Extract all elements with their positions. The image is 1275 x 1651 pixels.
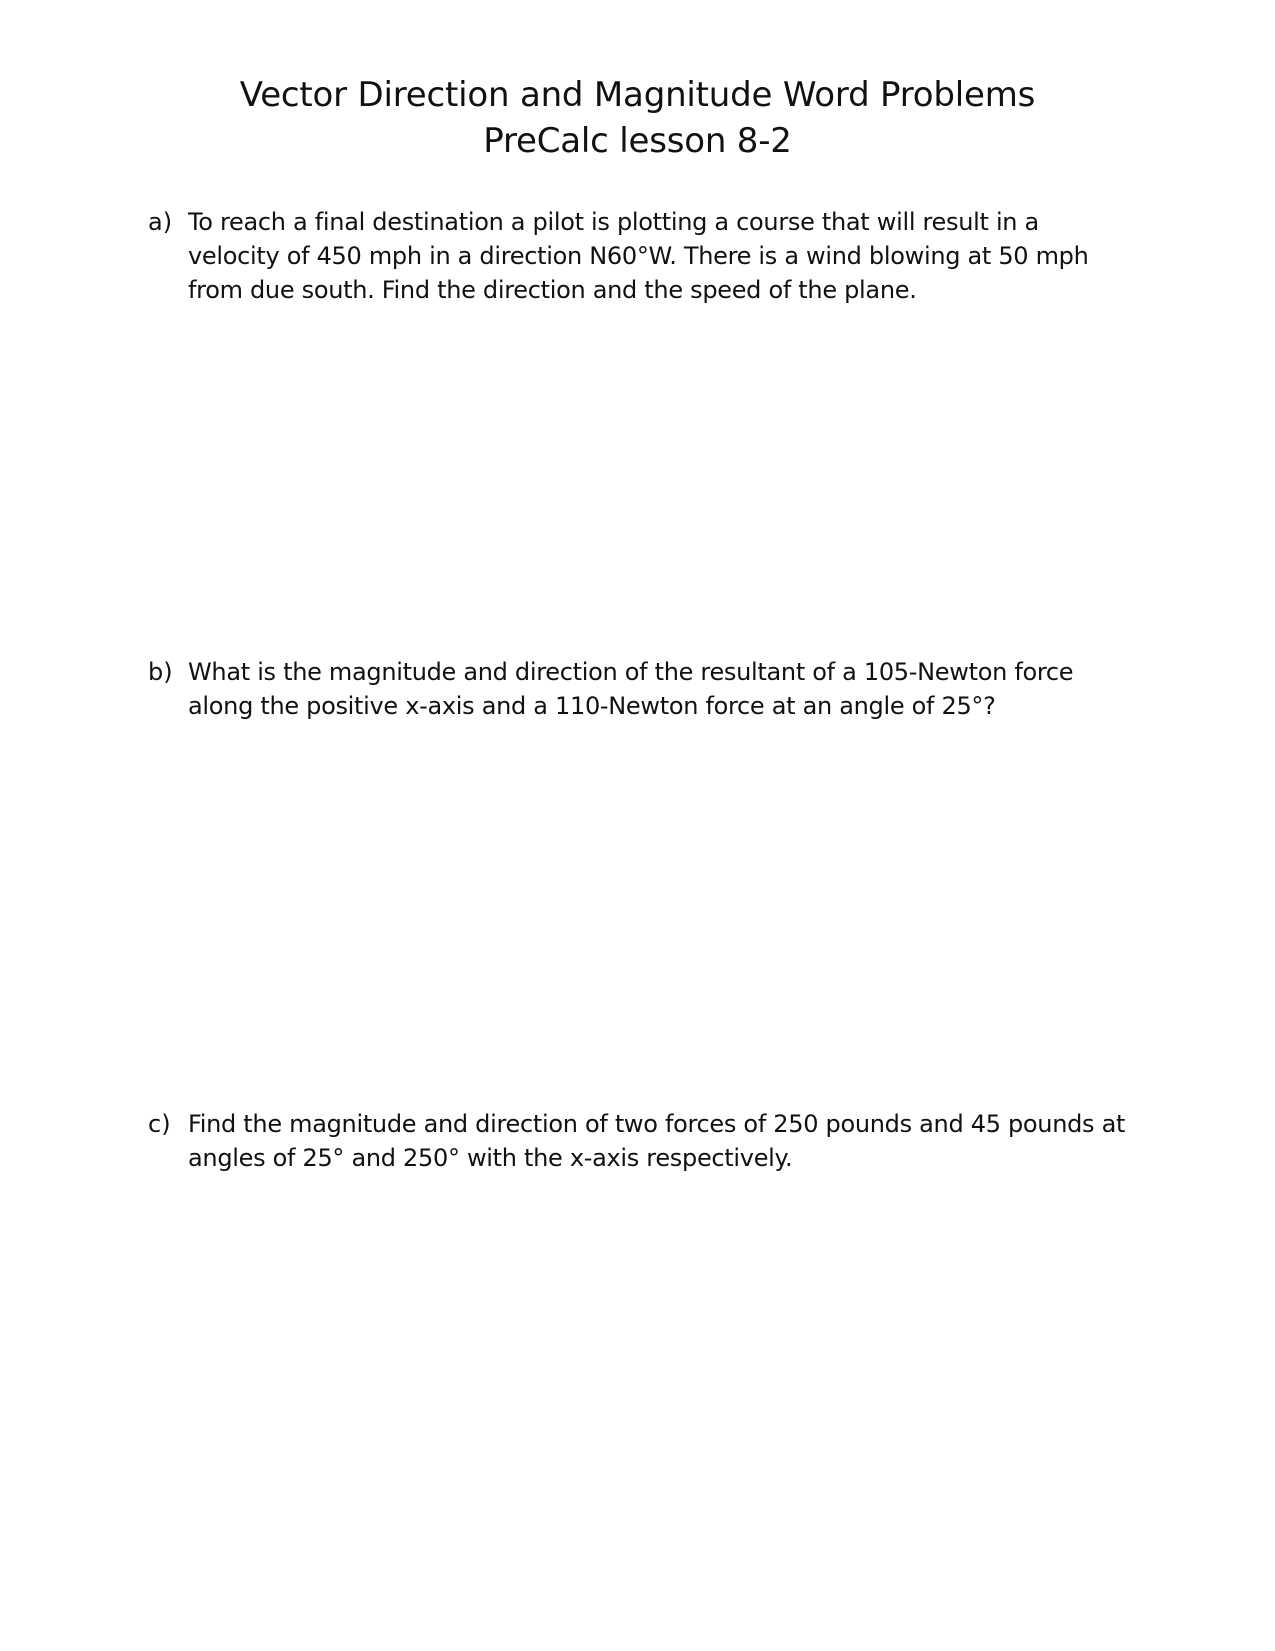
problem-line: Find the magnitude and direction of two forces of 250 pounds and 45 pounds at	[188, 1110, 1126, 1138]
problem-line: velocity of 450 mph in a direction N60°W. There is a wind blowing at 50 mph	[188, 242, 1089, 270]
title-line: Vector Direction and Magnitude Word Problems	[239, 75, 1036, 115]
subtitle-line: PreCalc lesson 8-2	[483, 121, 792, 161]
problem-label: c)	[148, 1110, 171, 1138]
document-title	[0, 72, 1275, 164]
problem-line: from due south. Find the direction and the speed of the plane.	[188, 276, 917, 304]
problem-line: What is the magnitude and direction of the resultant of a 105-Newton force	[188, 658, 1074, 686]
problem-line: along the positive x-axis and a 110-Newton force at an angle of 25°?	[188, 692, 996, 720]
problem-text	[188, 1107, 1138, 1175]
problem-line: To reach a final destination a pilot is plotting a course that will result in a	[188, 208, 1039, 236]
problem-label: a)	[148, 208, 173, 236]
problem-text	[188, 655, 1138, 723]
problem-text	[188, 205, 1138, 307]
problem-label: b)	[148, 658, 173, 686]
problem-line: angles of 25° and 250° with the x-axis respectively.	[188, 1144, 793, 1172]
